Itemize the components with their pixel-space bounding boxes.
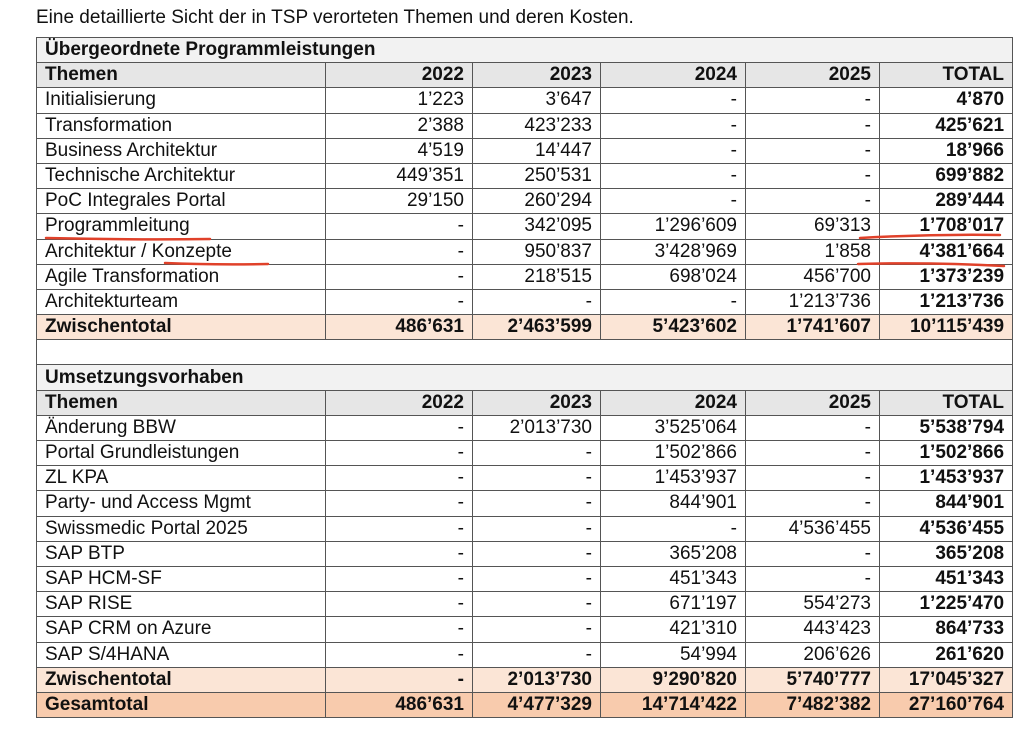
cell-value: - [473, 516, 601, 541]
table-row [37, 566, 1013, 591]
cell-value: 1’223 [326, 88, 473, 113]
table-row [37, 289, 1013, 314]
cell-label: Agile Transformation [37, 264, 326, 289]
cell-label: Party- und Access Mgmt [37, 491, 326, 516]
cell-label: Transformation [37, 113, 326, 138]
table-row [37, 239, 1013, 264]
section-title-row [37, 365, 1013, 390]
cell-value: 449’351 [326, 163, 473, 188]
cell-value: 4’536’455 [746, 516, 880, 541]
cell-value: 1’708’017 [880, 214, 1013, 239]
cell-value: - [326, 289, 473, 314]
subtotal-value: 5’740’777 [746, 667, 880, 692]
cell-label: Business Architektur [37, 138, 326, 163]
cell-value: 671’197 [601, 592, 746, 617]
cell-value: - [746, 138, 880, 163]
cell-value: 5’538’794 [880, 415, 1013, 440]
cell-label: Architekturteam [37, 289, 326, 314]
cell-value: 4’381’664 [880, 239, 1013, 264]
table-row [37, 491, 1013, 516]
cell-label: SAP HCM-SF [37, 566, 326, 591]
subtotal-value: 9’290’820 [601, 667, 746, 692]
cell-value: 3’525’064 [601, 415, 746, 440]
table-row [37, 516, 1013, 541]
subtotal-value: 5’423’602 [601, 315, 746, 340]
cell-value: 1’373’239 [880, 264, 1013, 289]
cell-value: - [601, 138, 746, 163]
header-value: 2024 [601, 63, 746, 88]
cell-value: - [326, 541, 473, 566]
cell-value: 14’447 [473, 138, 601, 163]
header-label: Themen [37, 63, 326, 88]
cell-value: 698’024 [601, 264, 746, 289]
cell-value: - [473, 491, 601, 516]
cell-value: - [326, 441, 473, 466]
subtotal-row [37, 315, 1013, 340]
table-row [37, 163, 1013, 188]
subtotal-value: 17’045’327 [880, 667, 1013, 692]
cell-value: 1’225’470 [880, 592, 1013, 617]
grandtotal-value: 4’477’329 [473, 692, 601, 717]
subtotal-value: 486’631 [326, 315, 473, 340]
grandtotal-label: Gesamtotal [37, 692, 326, 717]
cell-value: 1’296’609 [601, 214, 746, 239]
cell-value: 950’837 [473, 239, 601, 264]
table-row [37, 113, 1013, 138]
cell-label: Initialisierung [37, 88, 326, 113]
cell-value: 250’531 [473, 163, 601, 188]
table-row [37, 138, 1013, 163]
subtotal-value: - [326, 667, 473, 692]
cell-label: Technische Architektur [37, 163, 326, 188]
cell-value: 218’515 [473, 264, 601, 289]
cell-value: 456’700 [746, 264, 880, 289]
cell-value: 18’966 [880, 138, 1013, 163]
cell-label: Programmleitung [37, 214, 326, 239]
cell-value: 4’536’455 [880, 516, 1013, 541]
cell-value: - [746, 566, 880, 591]
cell-value: - [601, 163, 746, 188]
table-row [37, 466, 1013, 491]
header-label: Themen [37, 390, 326, 415]
cell-value: 451’343 [601, 566, 746, 591]
cell-value: 421’310 [601, 617, 746, 642]
subtotal-label: Zwischentotal [37, 315, 326, 340]
table-caption: Eine detaillierte Sicht der in TSP verorteten Themen und deren Kosten. [36, 7, 634, 28]
cell-value: 69’313 [746, 214, 880, 239]
cell-value: - [473, 566, 601, 591]
cell-value: - [473, 441, 601, 466]
cell-value: 342’095 [473, 214, 601, 239]
cell-value: - [746, 163, 880, 188]
table-row [37, 441, 1013, 466]
section-title: Übergeordnete Programmleistungen [37, 38, 1013, 63]
cell-value: - [326, 466, 473, 491]
header-value: 2025 [746, 390, 880, 415]
cell-value: - [601, 289, 746, 314]
cell-value: 1’453’937 [880, 466, 1013, 491]
cell-value: - [326, 516, 473, 541]
cell-value: - [473, 541, 601, 566]
cell-value: - [601, 516, 746, 541]
cell-value: 2’388 [326, 113, 473, 138]
subtotal-value: 2’013’730 [473, 667, 601, 692]
cell-value: 425’621 [880, 113, 1013, 138]
cell-value: - [326, 491, 473, 516]
cell-value: 29’150 [326, 189, 473, 214]
cost-table [36, 37, 1013, 718]
cell-value: 54’994 [601, 642, 746, 667]
cell-value: - [473, 617, 601, 642]
table-row [37, 264, 1013, 289]
cell-value: 1’502’866 [880, 441, 1013, 466]
cell-value: 4’870 [880, 88, 1013, 113]
cell-value: - [326, 617, 473, 642]
subtotal-value: 10’115’439 [880, 315, 1013, 340]
header-value: 2023 [473, 63, 601, 88]
cell-value: 4’519 [326, 138, 473, 163]
cell-value: 451’343 [880, 566, 1013, 591]
subtotal-label: Zwischentotal [37, 667, 326, 692]
cell-value: - [746, 113, 880, 138]
header-value: TOTAL [880, 63, 1013, 88]
cell-value: 365’208 [880, 541, 1013, 566]
cell-label: Änderung BBW [37, 415, 326, 440]
cell-value: - [326, 415, 473, 440]
grandtotal-row [37, 692, 1013, 717]
cell-label: PoC Integrales Portal [37, 189, 326, 214]
grandtotal-value: 486’631 [326, 692, 473, 717]
cell-label: ZL KPA [37, 466, 326, 491]
cell-value: 864’733 [880, 617, 1013, 642]
table-row [37, 642, 1013, 667]
table-header-row [37, 63, 1013, 88]
cell-label: SAP S/4HANA [37, 642, 326, 667]
cell-value: 260’294 [473, 189, 601, 214]
cell-value: 365’208 [601, 541, 746, 566]
cell-value: 2’013’730 [473, 415, 601, 440]
table-row [37, 189, 1013, 214]
header-value: 2025 [746, 63, 880, 88]
cell-value: 1’858 [746, 239, 880, 264]
spacer-row [37, 340, 1013, 365]
cell-label: SAP CRM on Azure [37, 617, 326, 642]
cell-value: 1’213’736 [746, 289, 880, 314]
cell-value: 699’882 [880, 163, 1013, 188]
cell-value: - [746, 541, 880, 566]
cell-value: 443’423 [746, 617, 880, 642]
cell-value: 844’901 [880, 491, 1013, 516]
subtotal-value: 2’463’599 [473, 315, 601, 340]
table-row [37, 592, 1013, 617]
cell-value: 1’453’937 [601, 466, 746, 491]
table-row [37, 214, 1013, 239]
cell-value: - [601, 88, 746, 113]
cell-value: - [746, 466, 880, 491]
cell-value: - [326, 264, 473, 289]
table-row [37, 415, 1013, 440]
header-value: 2022 [326, 390, 473, 415]
cell-value: - [326, 239, 473, 264]
cell-value: 554’273 [746, 592, 880, 617]
cell-value: - [601, 113, 746, 138]
header-value: TOTAL [880, 390, 1013, 415]
header-value: 2023 [473, 390, 601, 415]
grandtotal-value: 7’482’382 [746, 692, 880, 717]
cell-label: SAP BTP [37, 541, 326, 566]
cell-value: 261’620 [880, 642, 1013, 667]
subtotal-value: 1’741’607 [746, 315, 880, 340]
cell-label: Architektur / Konzepte [37, 239, 326, 264]
cell-value: 423’233 [473, 113, 601, 138]
cell-value: - [326, 566, 473, 591]
cell-value: - [326, 642, 473, 667]
cell-value: 3’428’969 [601, 239, 746, 264]
section-title-row [37, 38, 1013, 63]
table-row [37, 88, 1013, 113]
header-value: 2024 [601, 390, 746, 415]
grandtotal-value: 27’160’764 [880, 692, 1013, 717]
cell-value: - [326, 592, 473, 617]
cell-value: - [473, 592, 601, 617]
cell-value: - [746, 415, 880, 440]
cell-value: - [746, 88, 880, 113]
table-header-row [37, 390, 1013, 415]
cell-value: - [473, 289, 601, 314]
cell-value: 844’901 [601, 491, 746, 516]
header-value: 2022 [326, 63, 473, 88]
cell-label: SAP RISE [37, 592, 326, 617]
cell-value: - [326, 214, 473, 239]
cell-value: - [746, 441, 880, 466]
table-row [37, 617, 1013, 642]
cell-value: - [473, 466, 601, 491]
cell-value: - [601, 189, 746, 214]
cell-value: - [746, 491, 880, 516]
table-row [37, 541, 1013, 566]
subtotal-row [37, 667, 1013, 692]
cell-value: 289’444 [880, 189, 1013, 214]
cell-value: 1’213’736 [880, 289, 1013, 314]
cell-label: Swissmedic Portal 2025 [37, 516, 326, 541]
cell-label: Portal Grundleistungen [37, 441, 326, 466]
cell-value: 1’502’866 [601, 441, 746, 466]
section-title: Umsetzungsvorhaben [37, 365, 1013, 390]
grandtotal-value: 14’714’422 [601, 692, 746, 717]
cell-value: - [473, 642, 601, 667]
cell-value: 206’626 [746, 642, 880, 667]
spacer-cell [37, 340, 1013, 365]
cell-value: - [746, 189, 880, 214]
cell-value: 3’647 [473, 88, 601, 113]
